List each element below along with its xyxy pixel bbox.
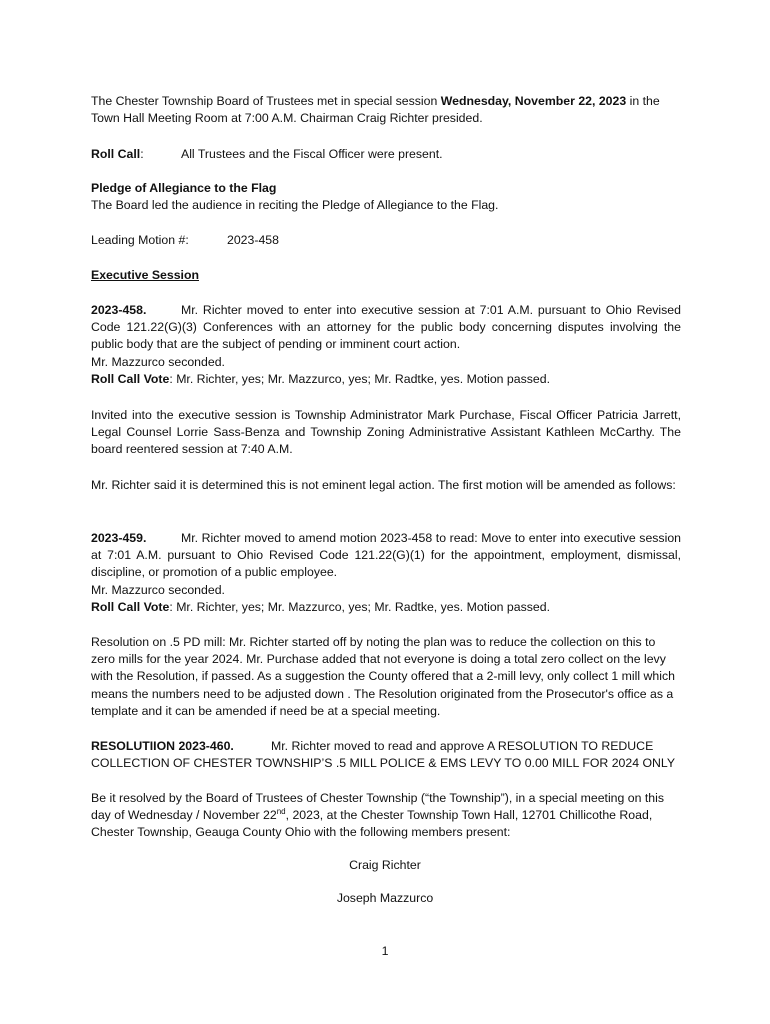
resolution-460-text: Mr. Richter moved to read and approve A RESOLUTION TO REDUCE COLLECTION OF CHESTER TOWNSHIP’S .5 MILL POLICE & EMS LEVY TO 0.00 MILL FOR 2024 ONLY <box>91 739 676 771</box>
pledge-section <box>91 180 681 214</box>
resolution-460-number: RESOLUTIION 2023-460. <box>91 739 234 753</box>
motion-459-vote-label: Roll Call Vote <box>91 600 170 615</box>
pledge-heading: Pledge of Allegiance to the Flag <box>91 181 277 195</box>
motion-458-vote-text: : Mr. Richter, yes; Mr. Mazzurco, yes; Mr. Radtke, yes. Motion passed. <box>169 372 551 387</box>
motion-459-number: 2023-459. <box>91 531 147 545</box>
motion-458 <box>91 302 681 354</box>
intro-paragraph <box>91 93 681 127</box>
intro-text-b: in the Town Hall Meeting Room at 7:00 A.M. Chairman Craig Richter presided. <box>91 94 660 126</box>
motion-458-vote-label: Roll Call Vote <box>91 372 170 387</box>
roll-call-text: All Trustees and the Fiscal Officer were present. <box>181 147 443 161</box>
pledge-text: The Board led the audience in reciting the Pledge of Allegiance to the Flag. <box>91 198 499 213</box>
motion-459-vote-text: : Mr. Richter, yes; Mr. Mazzurco, yes; Mr. Radtke, yes. Motion passed. <box>169 600 551 615</box>
resolution-460 <box>91 738 681 772</box>
invited-paragraph: Invited into the executive session is Township Administrator Mark Purchase, Fiscal Officer Patricia Jarrett, Legal Counsel Lorrie Sass-Benza and Township Zoning Administrative Assistant Kathleen McCarthy. The board reentered session at 7:40 A.M. <box>91 408 681 457</box>
member-name: Craig Richter <box>349 858 421 872</box>
motion-458-text: Mr. Richter moved to enter into executive session at 7:01 A.M. pursuant to Ohio Revised Code 121.22(G)(3) Conferences with an attorney for the public body concerning disputes involving the public body that are the subject of pending or imminent court action. <box>91 303 681 352</box>
leading-motion-label: Leading Motion #: <box>91 233 189 247</box>
motion-458-number: 2023-458. <box>91 303 147 317</box>
motion-458-second: Mr. Mazzurco seconded. Roll Call Vote: Mr. Richter, yes; Mr. Mazzurco, yes; Mr. Radtke, yes. Motion passed. <box>91 355 551 387</box>
resolution-discussion-paragraph: Resolution on .5 PD mill: Mr. Richter started off by noting the plan was to reduce the collection on this to zero mills for the year 2024. Mr. Purchase added that not everyone is doing a total zero collect on the levy with the Resolution, if passed. As a suggestion the County offered that a 2-mill levy, only collect 1 mill which means the numbers need to be adjusted down . The Resolution originated from the Prosecutor's office as a template and it can be amended if need be at a special meeting. <box>91 635 675 718</box>
motion-459 <box>91 530 681 582</box>
member-name: Joseph Mazzurco <box>336 891 434 905</box>
leading-motion-line <box>91 232 681 249</box>
meeting-date: Wednesday, November 22, 2023 <box>440 94 627 108</box>
executive-session-heading: Executive Session <box>91 268 199 282</box>
motion-459-second: Mr. Mazzurco seconded. Roll Call Vote: Mr. Richter, yes; Mr. Mazzurco, yes; Mr. Radtke, yes. Motion passed. <box>91 583 551 615</box>
roll-call-colon: : <box>140 147 144 161</box>
be-it-resolved-paragraph: Be it resolved by the Board of Trustees of Chester Township (“the Township”), in a special meeting on this day of Wednesday / November 22nd, 2023, at the Chester Township Town Hall, 12701 Chillicothe Road, Chester Township, Geauga County Ohio with the following members present: <box>91 791 665 840</box>
intro-text-a: The Chester Township Board of Trustees met in special session <box>91 94 441 108</box>
roll-call-line <box>91 146 681 163</box>
motion-459-text: Mr. Richter moved to amend motion 2023-458 to read: Move to enter into executive session at 7:01 A.M. pursuant to Ohio Revised Code 121.22(G)(1) for the appointment, employment, dismissal, discipline, or promotion of a public employee. <box>91 531 681 580</box>
ordinal-suffix: nd <box>276 807 286 817</box>
roll-call-label: Roll Call <box>91 147 141 161</box>
determined-paragraph: Mr. Richter said it is determined this is not eminent legal action. The first motion will be amended as follows: <box>91 478 676 492</box>
page-number: 1 <box>381 944 389 958</box>
leading-motion-value: 2023-458 <box>227 233 279 247</box>
